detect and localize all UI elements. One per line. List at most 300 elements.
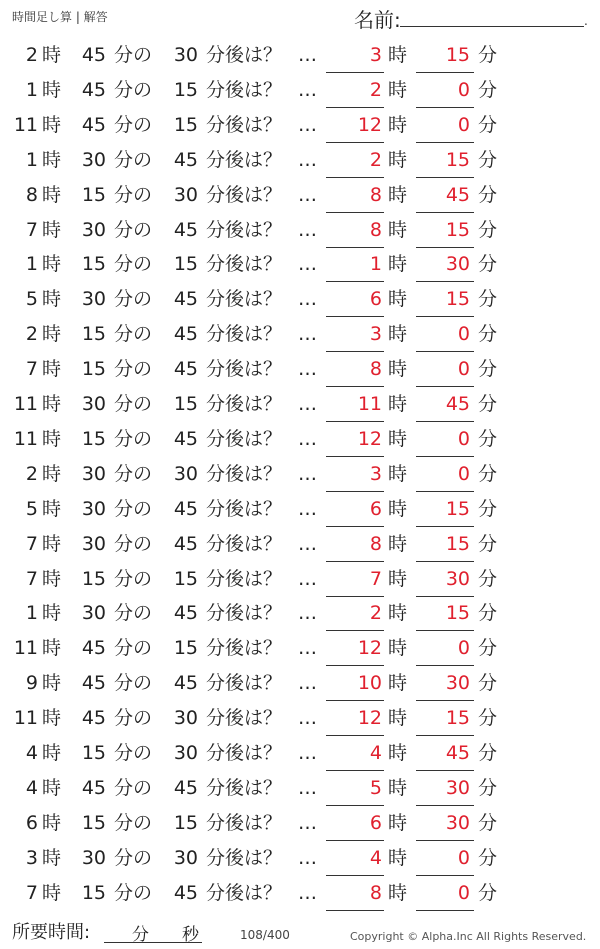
answer-minute[interactable]: 15: [445, 497, 470, 520]
answer-minute[interactable]: 30: [445, 776, 470, 799]
hour-label: 時: [42, 567, 62, 590]
ellipsis: …: [298, 462, 317, 485]
answer-hour-label: 時: [388, 846, 408, 869]
minute-of-label: 分の: [114, 358, 153, 381]
answer-hour-label: 時: [388, 707, 408, 730]
problem-row: [0, 143, 600, 178]
answer-hour-label: 時: [388, 253, 408, 276]
hour-label: 時: [42, 218, 62, 241]
start-minute: 15: [81, 183, 106, 206]
answer-minute[interactable]: 0: [457, 358, 470, 381]
ellipsis: …: [298, 218, 317, 241]
hour-label: 時: [42, 113, 62, 136]
hour-label: 時: [42, 881, 62, 904]
start-minute: 45: [81, 707, 106, 730]
answer-hour[interactable]: 2: [369, 78, 382, 101]
hour-label: 時: [42, 44, 62, 66]
hour-label: 時: [42, 672, 62, 695]
problem-row: [0, 841, 600, 876]
start-hour: 2: [25, 44, 38, 66]
answer-minute-label: 分: [478, 393, 498, 415]
answer-minute[interactable]: 15: [445, 148, 470, 171]
after-question-label: 分後は？: [206, 462, 283, 485]
ellipsis: …: [298, 497, 317, 520]
after-question-label: 分後は？: [206, 253, 283, 276]
added-minutes: 45: [173, 776, 198, 799]
answer-minute-label: 分: [478, 183, 498, 206]
answer-minute-label: 分: [478, 742, 498, 764]
added-minutes: 45: [173, 497, 198, 520]
minute-of-label: 分の: [114, 637, 153, 660]
page-number: 108/400: [240, 928, 290, 942]
answer-minute[interactable]: 15: [445, 288, 470, 311]
minute-of-label: 分の: [114, 393, 153, 415]
start-minute: 45: [81, 113, 106, 136]
start-hour: 1: [25, 148, 38, 171]
added-minutes: 45: [173, 148, 198, 171]
after-question-label: 分後は？: [206, 811, 283, 834]
minute-of-label: 分の: [114, 776, 153, 799]
answer-minute-label: 分: [478, 707, 498, 730]
added-minutes: 30: [173, 183, 198, 206]
answer-hour-label: 時: [388, 811, 408, 834]
start-hour: 2: [25, 462, 38, 485]
answer-hour[interactable]: 6: [369, 811, 382, 834]
after-question-label: 分後は？: [206, 218, 283, 241]
answer-hour-label: 時: [388, 532, 408, 555]
ellipsis: …: [298, 78, 317, 101]
answer-minute[interactable]: 30: [445, 811, 470, 834]
start-hour: 11: [13, 637, 38, 660]
ellipsis: …: [298, 846, 317, 869]
hour-label: 時: [42, 602, 62, 625]
after-question-label: 分後は？: [206, 113, 283, 136]
after-question-label: 分後は？: [206, 148, 283, 171]
answer-hour-label: 時: [388, 497, 408, 520]
ellipsis: …: [298, 148, 317, 171]
problem-row: [0, 806, 600, 841]
answer-minute-label: 分: [478, 113, 498, 136]
problem-row: [0, 457, 600, 492]
minute-of-label: 分の: [114, 253, 153, 276]
answer-minute-label: 分: [478, 532, 498, 555]
start-hour: 9: [25, 672, 38, 695]
minute-of-label: 分の: [114, 742, 153, 764]
start-hour: 5: [25, 288, 38, 311]
start-hour: 7: [25, 532, 38, 555]
start-hour: 11: [13, 427, 38, 450]
added-minutes: 15: [173, 637, 198, 660]
added-minutes: 45: [173, 323, 198, 346]
after-question-label: 分後は？: [206, 78, 283, 101]
answer-minute-label: 分: [478, 44, 498, 66]
start-hour: 5: [25, 497, 38, 520]
answer-minute-label: 分: [478, 462, 498, 485]
hour-label: 時: [42, 323, 62, 346]
hour-label: 時: [42, 497, 62, 520]
start-minute: 30: [81, 393, 106, 415]
problem-row: [0, 876, 600, 911]
start-hour: 7: [25, 358, 38, 381]
after-question-label: 分後は？: [206, 742, 283, 764]
answer-minute-label: 分: [478, 602, 498, 625]
after-question-label: 分後は？: [206, 497, 283, 520]
start-minute: 30: [81, 497, 106, 520]
answer-hour-label: 時: [388, 776, 408, 799]
start-minute: 30: [81, 602, 106, 625]
answer-hour[interactable]: 3: [369, 462, 382, 485]
hour-label: 時: [42, 288, 62, 311]
answer-minute-label: 分: [478, 358, 498, 381]
problem-row: [0, 666, 600, 701]
problem-row: [0, 527, 600, 562]
start-minute: 45: [81, 44, 106, 66]
start-minute: 30: [81, 148, 106, 171]
added-minutes: 15: [173, 811, 198, 834]
problem-row: [0, 108, 600, 143]
after-question-label: 分後は？: [206, 358, 283, 381]
hour-label: 時: [42, 253, 62, 276]
problem-row: [0, 387, 600, 422]
answer-hour[interactable]: 12: [357, 707, 382, 730]
start-minute: 45: [81, 776, 106, 799]
answer-hour-label: 時: [388, 323, 408, 346]
start-minute: 15: [81, 253, 106, 276]
added-minutes: 15: [173, 253, 198, 276]
answer-hour[interactable]: 3: [369, 44, 382, 66]
minute-of-label: 分の: [114, 113, 153, 136]
minute-of-label: 分の: [114, 881, 153, 904]
answer-hour-label: 時: [388, 462, 408, 485]
problem-row: [0, 771, 600, 806]
minute-of-label: 分の: [114, 462, 153, 485]
hour-label: 時: [42, 811, 62, 834]
added-minutes: 45: [173, 358, 198, 381]
hour-label: 時: [42, 427, 62, 450]
start-hour: 7: [25, 567, 38, 590]
hour-label: 時: [42, 358, 62, 381]
answer-hour[interactable]: 8: [369, 358, 382, 381]
added-minutes: 45: [173, 288, 198, 311]
added-minutes: 30: [173, 44, 198, 66]
minute-of-label: 分の: [114, 602, 153, 625]
answer-minute[interactable]: 0: [457, 637, 470, 660]
after-question-label: 分後は？: [206, 427, 283, 450]
answer-minute[interactable]: 30: [445, 672, 470, 695]
hour-label: 時: [42, 393, 62, 415]
ellipsis: …: [298, 358, 317, 381]
answer-minute[interactable]: 30: [445, 567, 470, 590]
answer-hour[interactable]: 4: [369, 742, 382, 764]
minute-of-label: 分の: [114, 532, 153, 555]
answer-hour-label: 時: [388, 78, 408, 101]
answer-minute[interactable]: 0: [457, 846, 470, 869]
after-question-label: 分後は？: [206, 881, 283, 904]
answer-hour[interactable]: 12: [357, 113, 382, 136]
answer-minute[interactable]: 15: [445, 532, 470, 555]
answer-hour[interactable]: 8: [369, 532, 382, 555]
answer-hour-label: 時: [388, 44, 408, 66]
ellipsis: …: [298, 323, 317, 346]
added-minutes: 15: [173, 567, 198, 590]
elapsed-minute-label: 分: [132, 925, 149, 945]
start-hour: 7: [25, 881, 38, 904]
answer-minute-label: 分: [478, 427, 498, 450]
ellipsis: …: [298, 811, 317, 834]
start-minute: 15: [81, 427, 106, 450]
ellipsis: …: [298, 707, 317, 730]
problem-row: [0, 701, 600, 736]
hour-label: 時: [42, 462, 62, 485]
problem-row: [0, 178, 600, 213]
added-minutes: 30: [173, 462, 198, 485]
after-question-label: 分後は？: [206, 637, 283, 660]
problem-row: [0, 247, 600, 282]
minute-of-label: 分の: [114, 672, 153, 695]
after-question-label: 分後は？: [206, 776, 283, 799]
answer-minute[interactable]: 0: [457, 323, 470, 346]
answer-minute-label: 分: [478, 497, 498, 520]
answer-hour[interactable]: 11: [357, 393, 382, 415]
added-minutes: 30: [173, 846, 198, 869]
minute-of-label: 分の: [114, 78, 153, 101]
added-minutes: 30: [173, 742, 198, 764]
answer-hour-label: 時: [388, 427, 408, 450]
ellipsis: …: [298, 44, 317, 66]
elapsed-time-label: 所要時間:: [12, 922, 91, 943]
added-minutes: 30: [173, 707, 198, 730]
start-hour: 1: [25, 253, 38, 276]
name-dot: .: [584, 14, 588, 28]
answer-hour-label: 時: [388, 358, 408, 381]
added-minutes: 15: [173, 393, 198, 415]
after-question-label: 分後は？: [206, 567, 283, 590]
after-question-label: 分後は？: [206, 288, 283, 311]
added-minutes: 45: [173, 532, 198, 555]
answer-hour[interactable]: 8: [369, 183, 382, 206]
hour-label: 時: [42, 707, 62, 730]
answer-minute-label: 分: [478, 846, 498, 869]
hour-label: 時: [42, 78, 62, 101]
start-hour: 1: [25, 78, 38, 101]
answer-hour[interactable]: 5: [369, 776, 382, 799]
start-minute: 15: [81, 742, 106, 764]
minute-of-label: 分の: [114, 846, 153, 869]
problem-row: [0, 352, 600, 387]
added-minutes: 15: [173, 113, 198, 136]
answer-minute-label: 分: [478, 288, 498, 311]
answer-hour-label: 時: [388, 602, 408, 625]
copyright: Copyright © Alpha.Inc All Rights Reserved.: [350, 930, 587, 943]
after-question-label: 分後は？: [206, 707, 283, 730]
answer-minute-label: 分: [478, 637, 498, 660]
answer-hour[interactable]: 7: [369, 567, 382, 590]
start-minute: 45: [81, 672, 106, 695]
answer-minute[interactable]: 15: [445, 707, 470, 730]
after-question-label: 分後は？: [206, 183, 283, 206]
after-question-label: 分後は？: [206, 846, 283, 869]
answer-minute-label: 分: [478, 811, 498, 834]
minute-of-label: 分の: [114, 567, 153, 590]
answer-hour-label: 時: [388, 183, 408, 206]
answer-minute[interactable]: 45: [445, 393, 470, 415]
answer-hour-label: 時: [388, 148, 408, 171]
problem-row: [0, 73, 600, 108]
answer-hour[interactable]: 2: [369, 602, 382, 625]
start-hour: 11: [13, 707, 38, 730]
problem-row: [0, 736, 600, 771]
start-minute: 15: [81, 567, 106, 590]
answer-hour[interactable]: 12: [357, 637, 382, 660]
start-hour: 7: [25, 218, 38, 241]
minute-of-label: 分の: [114, 497, 153, 520]
ellipsis: …: [298, 567, 317, 590]
answer-hour[interactable]: 1: [369, 253, 382, 276]
start-minute: 30: [81, 846, 106, 869]
ellipsis: …: [298, 672, 317, 695]
answer-minute-label: 分: [478, 881, 498, 904]
problem-row: [0, 562, 600, 597]
answer-hour[interactable]: 8: [369, 218, 382, 241]
start-minute: 15: [81, 881, 106, 904]
after-question-label: 分後は？: [206, 672, 283, 695]
problem-row: [0, 492, 600, 527]
answer-minute[interactable]: 0: [457, 427, 470, 450]
answer-minute-underline: [416, 910, 474, 911]
answer-hour[interactable]: 6: [369, 288, 382, 311]
name-underline[interactable]: [400, 26, 584, 27]
answer-minute-label: 分: [478, 148, 498, 171]
answer-minute-label: 分: [478, 567, 498, 590]
ellipsis: …: [298, 532, 317, 555]
minute-of-label: 分の: [114, 183, 153, 206]
ellipsis: …: [298, 881, 317, 904]
added-minutes: 45: [173, 218, 198, 241]
ellipsis: …: [298, 113, 317, 136]
start-minute: 15: [81, 358, 106, 381]
answer-minute[interactable]: 15: [445, 218, 470, 241]
start-minute: 15: [81, 811, 106, 834]
answer-hour[interactable]: 4: [369, 846, 382, 869]
minute-of-label: 分の: [114, 323, 153, 346]
answer-minute[interactable]: 0: [457, 78, 470, 101]
start-minute: 30: [81, 532, 106, 555]
answer-hour[interactable]: 10: [357, 672, 382, 695]
start-minute: 30: [81, 462, 106, 485]
start-minute: 45: [81, 637, 106, 660]
start-minute: 30: [81, 218, 106, 241]
answer-minute-label: 分: [478, 672, 498, 695]
hour-label: 時: [42, 846, 62, 869]
answer-hour[interactable]: 2: [369, 148, 382, 171]
answer-hour-label: 時: [388, 218, 408, 241]
answer-hour[interactable]: 12: [357, 427, 382, 450]
hour-label: 時: [42, 148, 62, 171]
hour-label: 時: [42, 742, 62, 764]
answer-hour[interactable]: 6: [369, 497, 382, 520]
name-label: 名前:: [354, 8, 401, 32]
hour-label: 時: [42, 637, 62, 660]
minute-of-label: 分の: [114, 288, 153, 311]
answer-minute[interactable]: 45: [445, 742, 470, 764]
minute-of-label: 分の: [114, 44, 153, 66]
answer-minute[interactable]: 0: [457, 462, 470, 485]
ellipsis: …: [298, 253, 317, 276]
minute-of-label: 分の: [114, 427, 153, 450]
ellipsis: …: [298, 602, 317, 625]
ellipsis: …: [298, 393, 317, 415]
answer-minute-label: 分: [478, 218, 498, 241]
problem-row: [0, 213, 600, 248]
after-question-label: 分後は？: [206, 532, 283, 555]
answer-hour-label: 時: [388, 637, 408, 660]
hour-label: 時: [42, 776, 62, 799]
minute-of-label: 分の: [114, 218, 153, 241]
hour-label: 時: [42, 183, 62, 206]
answer-minute[interactable]: 45: [445, 183, 470, 206]
start-minute: 45: [81, 78, 106, 101]
added-minutes: 45: [173, 881, 198, 904]
minute-of-label: 分の: [114, 148, 153, 171]
answer-minute-label: 分: [478, 78, 498, 101]
ellipsis: …: [298, 637, 317, 660]
start-hour: 4: [25, 776, 38, 799]
added-minutes: 45: [173, 602, 198, 625]
answer-minute[interactable]: 15: [445, 602, 470, 625]
added-minutes: 45: [173, 672, 198, 695]
hour-label: 時: [42, 532, 62, 555]
start-hour: 3: [25, 846, 38, 869]
problem-row: [0, 282, 600, 317]
answer-hour[interactable]: 3: [369, 323, 382, 346]
added-minutes: 15: [173, 78, 198, 101]
answer-hour-label: 時: [388, 881, 408, 904]
start-hour: 11: [13, 393, 38, 415]
problem-row: [0, 422, 600, 457]
answer-minute-label: 分: [478, 776, 498, 799]
minute-of-label: 分の: [114, 811, 153, 834]
answer-hour-label: 時: [388, 567, 408, 590]
added-minutes: 45: [173, 427, 198, 450]
problem-row: [0, 631, 600, 666]
answer-hour-underline: [326, 910, 384, 911]
answer-hour-label: 時: [388, 672, 408, 695]
after-question-label: 分後は？: [206, 44, 283, 66]
answer-hour-label: 時: [388, 113, 408, 136]
minute-of-label: 分の: [114, 707, 153, 730]
answer-minute-label: 分: [478, 253, 498, 276]
ellipsis: …: [298, 183, 317, 206]
answer-minute[interactable]: 0: [457, 113, 470, 136]
problem-row: [0, 317, 600, 352]
start-hour: 11: [13, 113, 38, 136]
answer-minute[interactable]: 30: [445, 253, 470, 276]
answer-hour[interactable]: 8: [369, 881, 382, 904]
start-hour: 2: [25, 323, 38, 346]
answer-minute-label: 分: [478, 323, 498, 346]
ellipsis: …: [298, 776, 317, 799]
answer-minute[interactable]: 15: [445, 44, 470, 66]
start-hour: 8: [25, 183, 38, 206]
start-minute: 30: [81, 288, 106, 311]
ellipsis: …: [298, 288, 317, 311]
answer-hour-label: 時: [388, 393, 408, 415]
answer-minute[interactable]: 0: [457, 881, 470, 904]
page-title: 時間足し算 | 解答: [12, 10, 108, 24]
start-hour: 4: [25, 742, 38, 764]
after-question-label: 分後は？: [206, 393, 283, 415]
elapsed-second-label: 秒: [182, 925, 199, 945]
